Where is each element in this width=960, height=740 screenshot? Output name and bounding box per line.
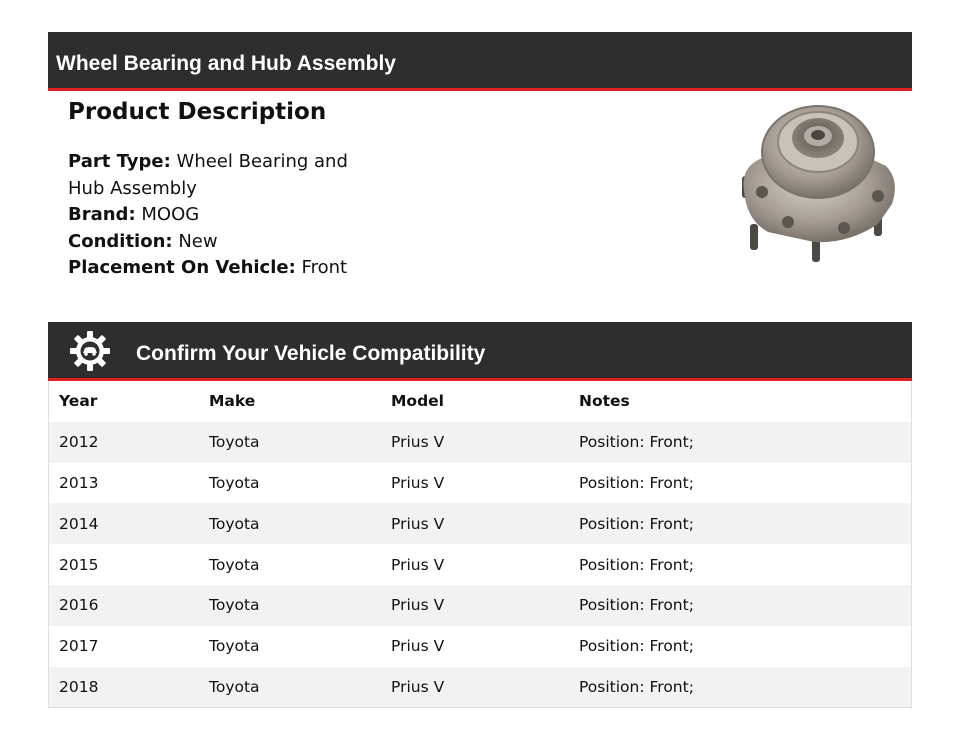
gear-car-icon — [70, 331, 110, 371]
product-title-bar — [48, 32, 912, 91]
spec-value: New — [178, 230, 218, 252]
cell-model: Prius V — [391, 514, 445, 533]
spec-placement — [68, 255, 388, 282]
cell-notes: Position: Front; — [579, 596, 694, 615]
spec-label: Brand: — [68, 204, 136, 225]
cell-year: 2017 — [59, 637, 99, 656]
product-description-heading: Product Description — [68, 99, 327, 125]
spec-value: Wheel Bearing and Hub Assembly — [68, 151, 348, 199]
cell-notes: Position: Front; — [579, 555, 694, 574]
table-row — [49, 463, 911, 504]
cell-make: Toyota — [209, 677, 260, 696]
column-header-make: Make — [209, 392, 256, 411]
table-header-row — [49, 381, 911, 422]
cell-make: Toyota — [209, 473, 260, 492]
spec-brand — [68, 202, 388, 229]
table-row — [49, 503, 911, 544]
table-row — [49, 544, 911, 585]
cell-year: 2014 — [59, 514, 99, 533]
cell-notes: Position: Front; — [579, 677, 694, 696]
cell-notes: Position: Front; — [579, 473, 694, 492]
cell-year: 2018 — [59, 677, 99, 696]
compatibility-title: Confirm Your Vehicle Compatibility — [136, 342, 486, 365]
cell-make: Toyota — [209, 637, 260, 656]
product-description — [68, 97, 708, 282]
compatibility-bar — [48, 322, 912, 381]
column-header-model: Model — [391, 392, 444, 411]
cell-year: 2016 — [59, 596, 99, 615]
spec-label: Condition: — [68, 230, 173, 252]
cell-year: 2012 — [59, 433, 99, 452]
table-row — [49, 626, 911, 667]
column-header-year: Year — [59, 392, 98, 411]
spec-label: Placement On Vehicle: — [68, 257, 296, 278]
table-row — [49, 667, 911, 708]
cell-model: Prius V — [391, 555, 445, 574]
product-title: Wheel Bearing and Hub Assembly — [56, 52, 396, 75]
cell-make: Toyota — [209, 555, 260, 574]
spec-part-type — [68, 149, 388, 202]
column-header-notes: Notes — [579, 392, 630, 411]
cell-model: Prius V — [391, 433, 445, 452]
cell-year: 2013 — [59, 473, 99, 492]
spec-value: Front — [301, 257, 348, 278]
table-row — [49, 422, 911, 463]
spec-condition — [68, 229, 388, 256]
cell-model: Prius V — [391, 596, 445, 615]
cell-notes: Position: Front; — [579, 637, 694, 656]
cell-model: Prius V — [391, 637, 445, 656]
cell-make: Toyota — [209, 596, 260, 615]
spec-label: Part Type: — [68, 151, 171, 172]
cell-notes: Position: Front; — [579, 514, 694, 533]
compatibility-table — [48, 381, 912, 708]
spec-value: MOOG — [141, 204, 200, 225]
cell-notes: Position: Front; — [579, 433, 694, 452]
cell-make: Toyota — [209, 433, 260, 452]
table-row — [49, 585, 911, 626]
cell-make: Toyota — [209, 514, 260, 533]
cell-model: Prius V — [391, 677, 445, 696]
cell-year: 2015 — [59, 555, 99, 574]
cell-model: Prius V — [391, 473, 445, 492]
wheel-hub-assembly-image — [728, 104, 904, 268]
